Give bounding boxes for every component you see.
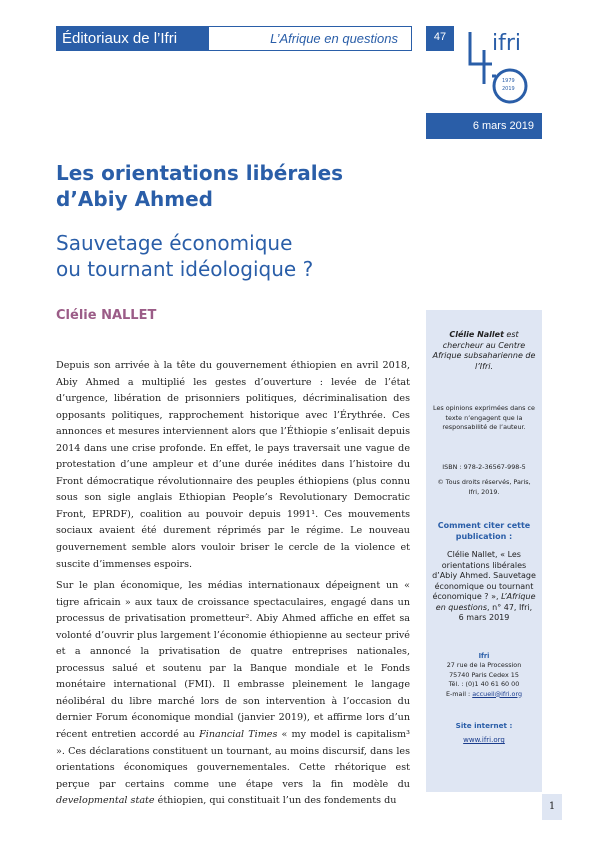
series-theme: L’Afrique en questions (270, 31, 398, 46)
info-sidebar (426, 310, 542, 792)
citation: Clélie Nallet, « Les orientations libérales d’Abiy Ahmed. Sauvetage économique ou tournant économique ? », L’Afrique en questions, n° 47, Ifri, 6 mars 2019 (432, 550, 536, 622)
page-number: 1 (542, 794, 562, 820)
article-body (56, 358, 410, 815)
logo-year-bottom: 2019 (502, 86, 515, 92)
body-paragraph-2: Sur le plan économique, les médias internationaux dépeignent un « tigre africain » aux taux de croissance spectaculaires, engagé dans un processus de privatisation prometteur². Abiy Ahmed affiche en effet sa volonté d’ouvrir plus largement l’économie éthiopienne au secteur privé et a annoncé la privatisation de quatre entreprises nationales, processus salué et soutenu par la Banque mondiale et le Fonds monétaire international (FMI). Il embrasse pleinement le langage néolibéral du libre marché lors de son intervention à l’occasion du dernier Forum économique mondial (janvier 2019), et affirme lors d’un récent entretien accordé au Financial Times « my model is capitalism³ ». Ces déclarations constituent un tournant, au moins discursif, dans les orientations économiques gouvernementales. Cette rhétorique est perçue par certains comme une étape vers la fin modèle du developmental state éthiopien, qui constituait l’un des fondements du (56, 580, 410, 807)
logo-text: ifri (492, 31, 522, 56)
publication-date: 6 mars 2019 (426, 113, 542, 139)
author-byline: Clélie NALLET (56, 308, 157, 323)
publication-name: Financial Times (199, 729, 278, 741)
copyright: © Tous droits réservés, Paris, Ifri, 2019. (437, 478, 531, 496)
ifri-40-logo (466, 26, 538, 106)
citation-heading: Comment citer cette publication : (437, 521, 531, 541)
subtitle-line-2: ou tournant idéologique ? (56, 257, 314, 281)
title-line-1: Les orientations libérales (56, 161, 344, 185)
website-heading: Site internet : (455, 721, 513, 730)
author-note: Clélie Nallet est chercheur au Centre Afrique subsaharienne de l’Ifri. (432, 330, 536, 371)
article-subtitle (56, 230, 436, 282)
ifri-name: Ifri (478, 651, 490, 660)
article-title (56, 160, 426, 212)
body-paragraph-1: Depuis son arrivée à la tête du gouvernement éthiopien en avril 2018, Abiy Ahmed a multiplié les gestes d’ouverture : levée de l’état d’urgence, libération de prisonniers politiques, décriminalisation des opposants politiques, rapprochement historique avec l’Érythrée. Ces annonces et mesures interviennent alors que l’Éthiopie s’enlisait depuis 2014 dans une crise profonde. En effet, le pays traversait une vague de protestation d’une ampleur et d’une durée inédites dans l’histoire du Front démocratique révolutionnaire des peuples éthiopiens (plus connu sous son sigle anglais Ethiopian People’s Revolutionary Democratic Front, EPRDF), coalition au pouvoir depuis 1991¹. Ces mouvements sociaux avaient été durement réprimés par le régime. Le nouveau gouvernement semble alors vouloir briser le cercle de la violence et suscite d’immenses espoirs. (56, 360, 410, 570)
email-link[interactable]: accueil@ifri.org (472, 689, 523, 698)
term-italic: developmental state (56, 795, 155, 807)
series-title: Éditoriaux de l’Ifri (57, 27, 209, 50)
disclaimer: Les opinions exprimées dans ce texte n’engagent que la responsabilité de l’auteur. (433, 404, 535, 431)
issue-number: 47 (426, 26, 454, 51)
isbn: ISBN : 978-2-36567-998-5 (442, 462, 526, 471)
logo-year-top: 1979 (502, 78, 515, 84)
ifri-address: 27 rue de la Procession 75740 Paris Cedex 15 Tél. : (0)1 40 61 60 00 E-mail : accueil@ifri.org (445, 661, 523, 698)
subtitle-line-1: Sauvetage économique (56, 231, 293, 255)
series-header (56, 26, 412, 51)
title-line-2: d’Abiy Ahmed (56, 187, 214, 211)
website-link[interactable]: www.ifri.org (463, 736, 505, 744)
